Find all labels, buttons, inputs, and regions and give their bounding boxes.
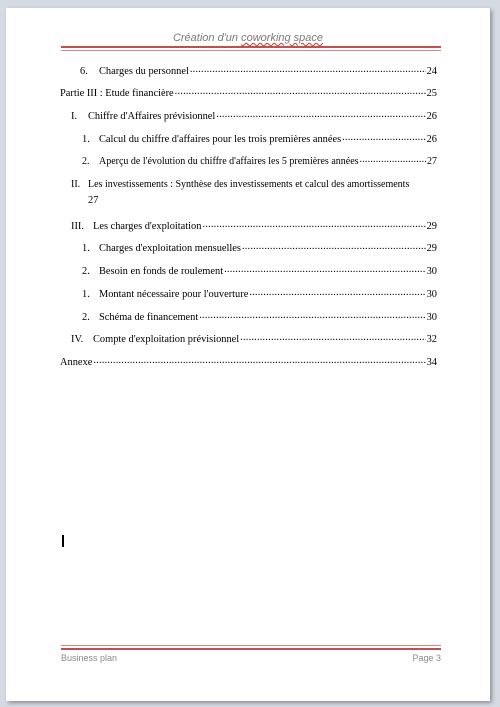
toc-entry[interactable]: [71, 219, 437, 233]
toc-entry[interactable]: [71, 332, 437, 346]
toc-leader-dots: [202, 219, 425, 229]
toc-leader-dots: [240, 332, 425, 342]
toc-entry-number: IV.: [71, 334, 84, 345]
toc-leader-dots: [342, 132, 425, 142]
toc-entry-title: Montant nécessaire pour l'ouverture: [99, 289, 249, 300]
toc-entry-page: 30: [426, 266, 437, 277]
toc-entry-title: Annexe: [60, 357, 93, 368]
header-title-underlined: coworking space: [241, 32, 324, 44]
toc-entry-page: 26: [426, 134, 437, 145]
toc-entry-number: 1.: [82, 289, 90, 300]
toc-entry-number: 2.: [82, 266, 90, 277]
toc-leader-dots: [216, 109, 425, 119]
header-rule-thin: [61, 50, 441, 51]
toc-leader-dots: [360, 154, 426, 164]
toc-entry-title: Partie III : Etude financière: [60, 88, 174, 99]
toc-entry[interactable]: [71, 109, 437, 123]
toc-entry-title: Schéma de financement: [99, 312, 199, 323]
toc-leader-dots: [199, 310, 425, 320]
toc-entry-title: Calcul du chiffre d'affaires pour les trois premières années: [99, 134, 342, 145]
toc-leader-dots: [224, 264, 426, 274]
toc-entry-number: I.: [71, 111, 78, 122]
footer-left-text: Business plan: [61, 653, 118, 663]
toc-entry-title: Besoin en fonds de roulement: [99, 266, 224, 277]
toc-entry-number: 1.: [82, 243, 90, 254]
document-page[interactable]: [6, 8, 490, 701]
toc-entry-page: 25: [426, 88, 437, 99]
toc-entry[interactable]: [82, 241, 437, 255]
toc-entry-title: Compte d'exploitation prévisionnel: [93, 334, 240, 345]
header-rule-thick: [61, 46, 441, 48]
toc-entry-page: 24: [426, 66, 437, 77]
toc-entry-number: 1.: [82, 134, 90, 145]
toc-entry[interactable]: [82, 154, 437, 168]
footer-page-number: Page 3: [412, 653, 441, 663]
toc-entry-title: Les investissements : Synthèse des investissements et calcul des amortissements: [88, 179, 410, 190]
toc-entry-page: 29: [426, 221, 437, 232]
toc-entry[interactable]: [82, 287, 437, 301]
toc-entry-number: II.: [71, 179, 81, 190]
toc-entry-title: Les charges d'exploitation: [93, 221, 202, 232]
toc-entry-page: 27: [88, 195, 99, 206]
toc-entry[interactable]: [82, 264, 437, 278]
toc-entry-title: Aperçu de l'évolution du chiffre d'affaires les 5 premières années: [99, 156, 359, 167]
toc-entry-title: Charges d'exploitation mensuelles: [99, 243, 241, 254]
toc-entry[interactable]: [82, 132, 437, 146]
toc-entry-page: 29: [426, 243, 437, 254]
toc-entry-number: III.: [71, 221, 84, 232]
header-title-prefix: Création d'un: [172, 32, 242, 44]
toc-entry-number: 6.: [80, 66, 88, 77]
toc-leader-dots: [190, 64, 426, 74]
toc-entry[interactable]: [71, 177, 439, 209]
toc-entry-page: 32: [426, 334, 437, 345]
toc-entry-title: Charges du personnel: [99, 66, 189, 77]
toc-entry[interactable]: [82, 310, 437, 324]
footer-rule-thin: [61, 645, 441, 646]
toc-entry[interactable]: [80, 64, 437, 78]
toc-entry-number: 2.: [82, 156, 90, 167]
toc-leader-dots: [175, 86, 426, 96]
toc-entry-page: 30: [426, 312, 437, 323]
toc-entry-page: 30: [426, 289, 437, 300]
toc-entry-page: 26: [426, 111, 437, 122]
toc-entry[interactable]: [60, 86, 437, 100]
toc-leader-dots: [242, 241, 426, 251]
toc-entry-page: 27: [427, 156, 437, 167]
toc-entry[interactable]: [60, 355, 437, 369]
toc-entry-title: Chiffre d'Affaires prévisionnel: [88, 111, 216, 122]
footer-rule-thick: [61, 648, 441, 650]
toc-entry-number: 2.: [82, 312, 90, 323]
page-header-title: [6, 32, 490, 44]
toc-leader-dots: [93, 355, 425, 365]
text-cursor: [62, 535, 64, 547]
toc-entry-page: 34: [426, 357, 437, 368]
toc-leader-dots: [249, 287, 425, 297]
